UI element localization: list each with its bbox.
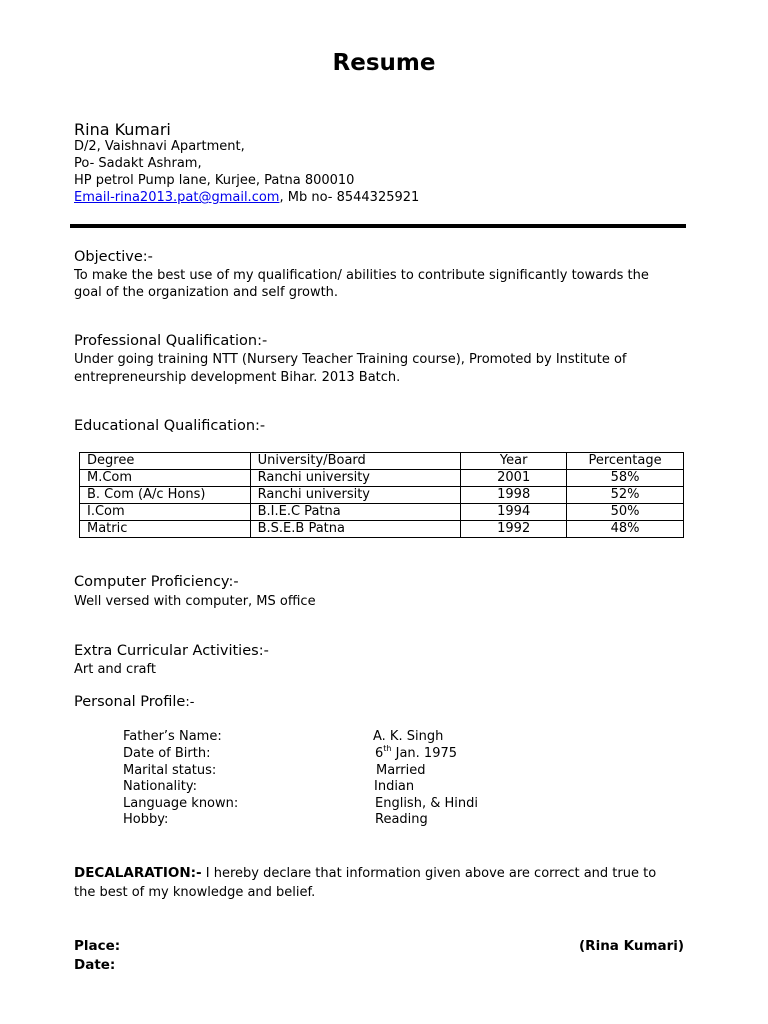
- declaration-text-2: the best of my knowledge and belief.: [74, 885, 316, 900]
- year-cell: 2001: [461, 470, 567, 487]
- education-heading: Educational Qualification:-: [74, 418, 266, 434]
- nationality-value: Indian: [374, 779, 415, 794]
- table-header-row: [80, 453, 684, 470]
- column-header-year: Year: [461, 453, 567, 470]
- language-value: English, & Hindi: [375, 796, 478, 811]
- objective-text-1: To make the best use of my qualification/ abilities to contribute significantly towards the: [74, 268, 649, 283]
- education-table: [79, 452, 684, 538]
- marital-status-value: Married: [376, 763, 426, 778]
- resume-title: Resume: [332, 50, 436, 76]
- date-label: Date:: [74, 957, 116, 973]
- address-line-3: HP petrol Pump lane, Kurjee, Patna 800010: [74, 173, 355, 188]
- table-row: [80, 487, 684, 504]
- header-divider: [70, 224, 686, 228]
- university-cell: Ranchi university: [250, 487, 461, 504]
- computer-heading: Computer Proficiency:-: [74, 574, 239, 590]
- fathers-name-label: Father’s Name:: [123, 729, 222, 744]
- university-cell: Ranchi university: [250, 470, 461, 487]
- declaration-heading: DECALARATION:-: [74, 865, 202, 881]
- applicant-name: Rina Kumari: [74, 120, 171, 139]
- hobby-label: Hobby:: [123, 812, 169, 827]
- year-cell: 1998: [461, 487, 567, 504]
- professional-text-1: Under going training NTT (Nursery Teacher Training course), Promoted by Institute of: [74, 352, 627, 367]
- degree-cell: Matric: [80, 521, 251, 538]
- year-cell: 1994: [461, 504, 567, 521]
- place-label: Place:: [74, 938, 121, 954]
- year-cell: 1992: [461, 521, 567, 538]
- personal-profile-heading-suffix: :-: [185, 695, 195, 710]
- degree-cell: I.Com: [80, 504, 251, 521]
- table-row: [80, 504, 684, 521]
- column-header-university: University/Board: [250, 453, 461, 470]
- personal-profile-heading-text: Personal Profile: [74, 694, 186, 710]
- dob-value: [375, 746, 457, 763]
- degree-cell: M.Com: [80, 470, 251, 487]
- dob-label: Date of Birth:: [123, 746, 211, 761]
- column-header-degree: Degree: [80, 453, 251, 470]
- percentage-cell: 48%: [567, 521, 684, 538]
- university-cell: B.S.E.B Patna: [250, 521, 461, 538]
- email-link[interactable]: Email-rina2013.pat@gmail.com: [74, 190, 280, 205]
- fathers-name-value: A. K. Singh: [373, 729, 444, 744]
- computer-text: Well versed with computer, MS office: [74, 594, 316, 609]
- dob-ordinal: th: [383, 744, 392, 753]
- percentage-cell: 58%: [567, 470, 684, 487]
- nationality-label: Nationality:: [123, 779, 198, 794]
- declaration-text-1: I hereby declare that information given above are correct and true to: [201, 866, 657, 881]
- degree-cell: B. Com (A/c Hons): [80, 487, 251, 504]
- university-cell: B.I.E.C Patna: [250, 504, 461, 521]
- professional-heading: Professional Qualification:-: [74, 333, 268, 349]
- address-line-1: D/2, Vaishnavi Apartment,: [74, 139, 245, 154]
- signature-name: (Rina Kumari): [579, 938, 685, 954]
- column-header-percentage: Percentage: [567, 453, 684, 470]
- percentage-cell: 50%: [567, 504, 684, 521]
- objective-text-2: goal of the organization and self growth.: [74, 285, 339, 300]
- extra-curricular-heading: Extra Curricular Activities:-: [74, 643, 269, 659]
- professional-text-2: entrepreneurship development Bihar. 2013 Batch.: [74, 370, 401, 385]
- dob-day: 6: [375, 746, 384, 761]
- contact-line: [74, 189, 419, 206]
- hobby-value: Reading: [375, 812, 428, 827]
- table-row: [80, 470, 684, 487]
- mobile-number: , Mb no- 8544325921: [279, 190, 420, 205]
- personal-profile-heading: [74, 694, 194, 710]
- objective-heading: Objective:-: [74, 249, 153, 265]
- declaration-line-1: [74, 865, 656, 882]
- table-row: [80, 521, 684, 538]
- language-label: Language known:: [123, 796, 239, 811]
- extra-curricular-text: Art and craft: [74, 662, 156, 677]
- dob-month-year: Jan. 1975: [391, 746, 458, 761]
- marital-status-label: Marital status:: [123, 763, 217, 778]
- percentage-cell: 52%: [567, 487, 684, 504]
- address-line-2: Po- Sadakt Ashram,: [74, 156, 202, 171]
